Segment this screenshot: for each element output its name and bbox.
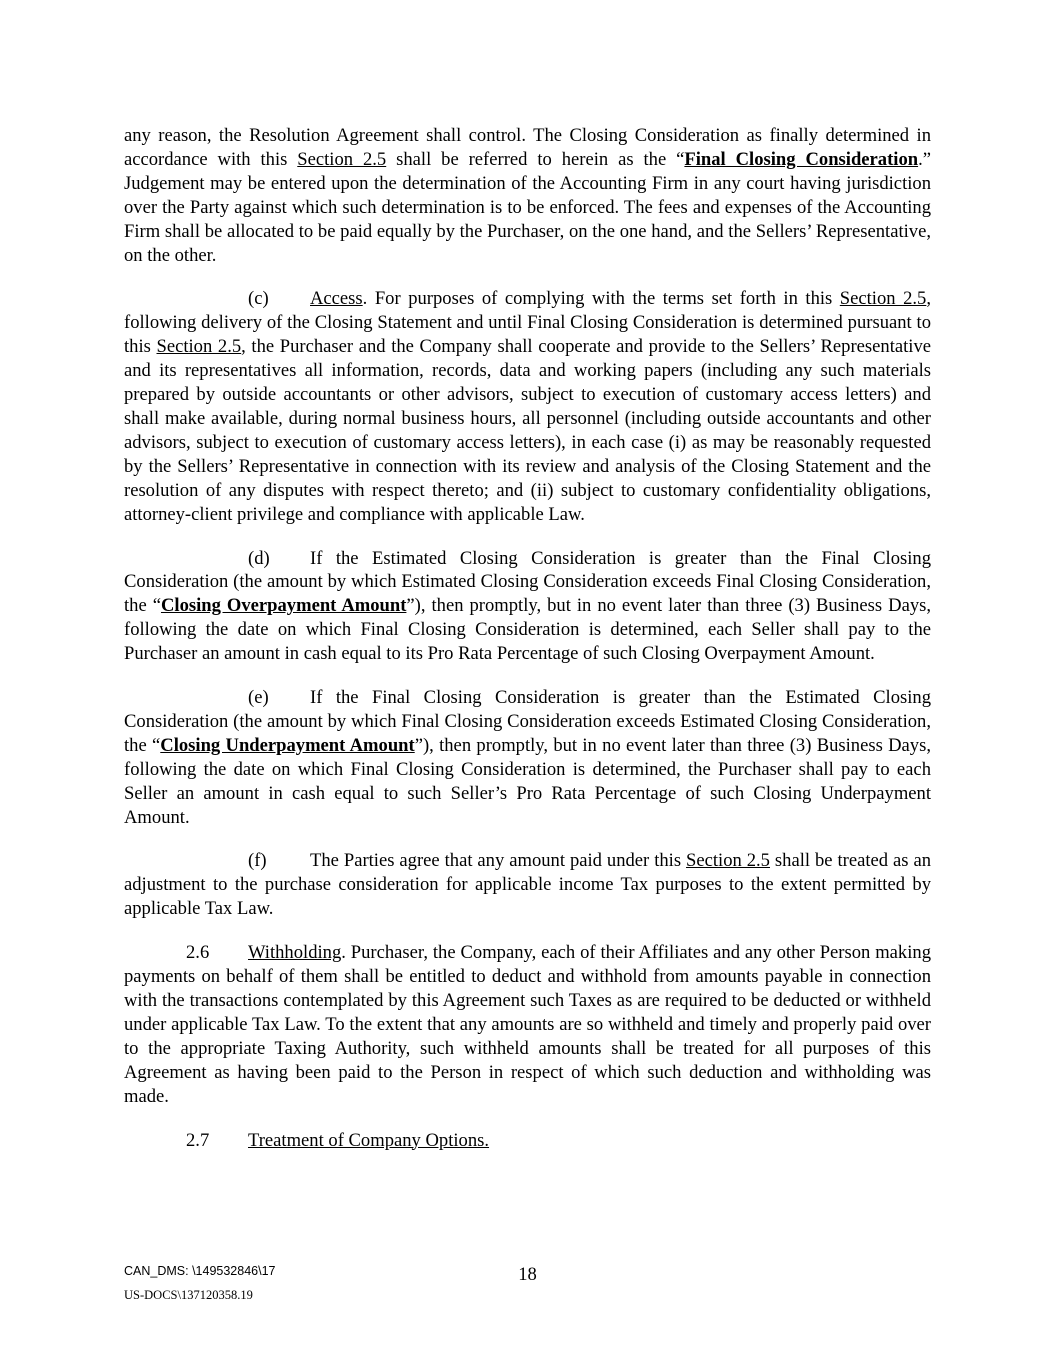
section-reference: Section 2.5: [686, 850, 770, 872]
section-number: 2.7: [186, 1129, 210, 1151]
text: ”), then promptly, but in no event later than three (3) Business Days, following the date on which Final Closing Consideration is determined, each Seller shall pay to the Purchaser an amount in cash equal to its Pro Rata Percentage of such Closing Overpayment Amount.: [124, 595, 931, 665]
section-title: Treatment of Company Options.: [248, 1129, 490, 1151]
section-number: 2.6: [186, 942, 210, 964]
text: any reason, the Resolution Agreement shall control. The Closing Consideration as finally determined in accordance with this: [124, 125, 931, 170]
paragraph-d-overpayment: [124, 547, 931, 667]
paragraph-final-closing: [124, 124, 931, 267]
text: , following delivery of the Closing Statement and until Final Closing Consideration is determined pursuant to this: [124, 288, 931, 358]
paragraph-label: (e): [248, 687, 269, 709]
defined-term: Closing Underpayment Amount: [160, 734, 415, 756]
text: If the Estimated Closing Consideration is greater than the Final Closing Consideration (the amount by which Estimated Closing Consideration exceeds Final Closing Consideration, the “: [124, 547, 931, 617]
section-title: Withholding: [248, 942, 342, 964]
section-reference: Section 2.5: [839, 288, 927, 310]
defined-term: Closing Overpayment Amount: [160, 595, 407, 617]
page-number: 18: [518, 1264, 537, 1285]
text: . For purposes of complying with the terms set forth in this: [362, 288, 840, 310]
document-body: [124, 124, 931, 1172]
paragraph-label: (c): [248, 288, 269, 310]
section-reference: Section 2.5: [297, 148, 387, 170]
paragraph-title: Access: [310, 288, 363, 310]
text: If the Final Closing Consideration is greater than the Estimated Closing Consideration (the amount by which Final Closing Consideration exceeds Estimated Closing Consideration, the “: [124, 687, 931, 756]
text: ”), then promptly, but in no event later than three (3) Business Days, following the date on which Final Closing Consideration is determined, the Purchaser shall pay to each Seller an amount in cash equal to such Seller’s Pro Rata Percentage of such Closing Underpayment Amount.: [124, 734, 931, 828]
section-2-7-heading: [124, 1129, 931, 1153]
paragraph-e-underpayment: [124, 686, 931, 829]
paragraph-c-access: [124, 287, 931, 526]
text: . Purchaser, the Company, each of their Affiliates and any other Person making payments on behalf of them shall be entitled to deduct and withhold from amounts payable in connection with the transactions contemplated by this Agreement such Taxes as are required to be deducted or withheld under applicable Tax Law. To the extent that any amounts are so withheld and timely and properly paid over to the appropriate Taxing Authority, such withheld amounts shall be treated for all purposes of this Agreement as having been paid to the Person in respect of which such deduction and withholding was made.: [124, 942, 931, 1107]
text: shall be referred to herein as the “: [386, 148, 685, 170]
footer-doc-id-secondary: US-DOCS\137120358.19: [124, 1288, 253, 1302]
text: .” Judgement may be entered upon the determination of the Accounting Firm in any court having jurisdiction over the Party against which such determination is to be enforced. The fees and expenses of the Accounting Firm shall be allocated to be paid equally by the Purchaser, on the one hand, and the Sellers’ Representative, on the other.: [124, 148, 931, 266]
text: , the Purchaser and the Company shall cooperate and provide to the Sellers’ Representative and its representatives all information, records, data and working papers (including any such materials prepared by outside accountants or other advisors, subject to execution of customary access letters) and shall make available, during normal business hours, all personnel (including outside accountants and other advisors, subject to execution of customary access letters), in each case (i) as may be reasonably requested by the Sellers’ Representative in connection with its review and analysis of the Closing Statement and the resolution of any disputes with respect thereto; and (ii) subject to customary confidentiality obligations, attorney-client privilege and compliance with applicable Law.: [124, 336, 931, 525]
defined-term: Final Closing Consideration: [684, 148, 919, 170]
text: The Parties agree that any amount paid under this: [310, 850, 687, 872]
footer-doc-id-primary: CAN_DMS: \149532846\17: [124, 1264, 276, 1278]
text: shall be treated as an adjustment to the purchase consideration for applicable income Tax purposes to the extent permitted by applicable Tax Law.: [124, 850, 932, 920]
section-2-6-withholding: [124, 941, 931, 1108]
paragraph-label: (f): [248, 850, 267, 872]
paragraph-label: (d): [248, 547, 270, 569]
section-reference: Section 2.5: [156, 336, 242, 358]
paragraph-f-tax-treatment: [124, 849, 931, 921]
